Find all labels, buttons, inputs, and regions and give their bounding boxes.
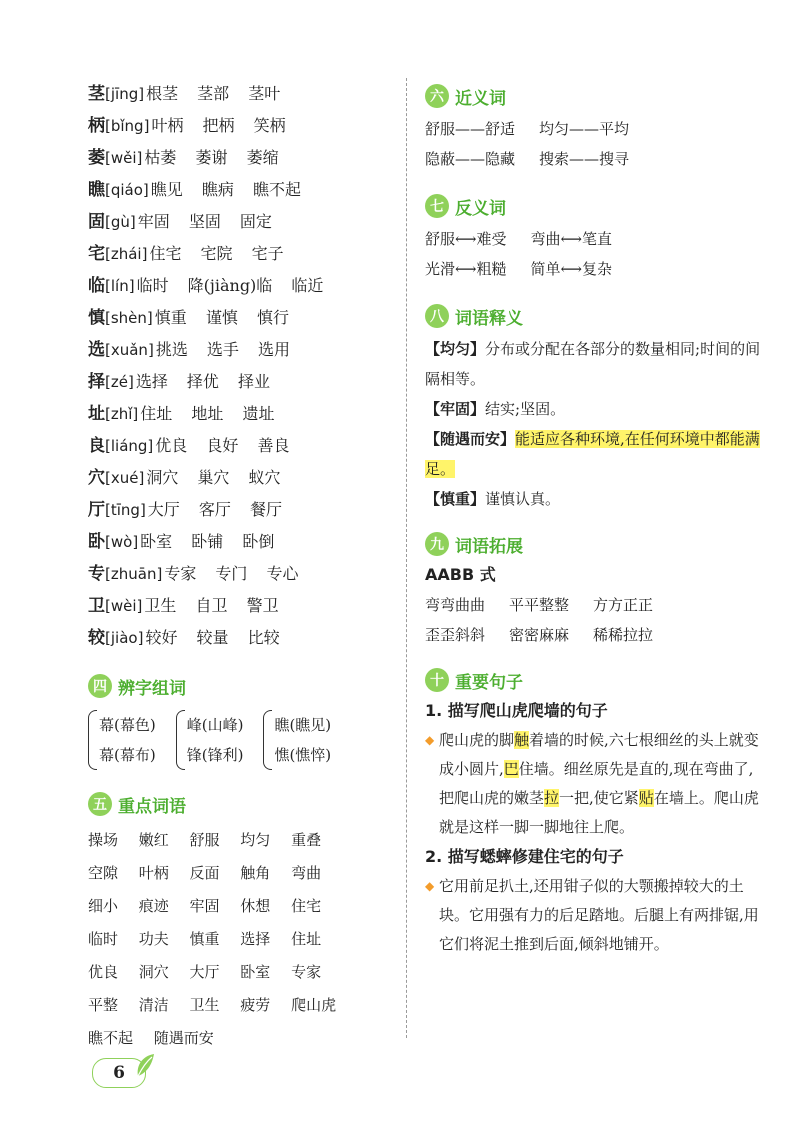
vocab-char: 茎 — [88, 84, 105, 104]
vocab-words: 住宅 宅院 宅子 — [149, 244, 284, 263]
vocab-char: 厅 — [88, 500, 105, 520]
vocab-pinyin: xué — [110, 469, 139, 487]
vocab-char: 固 — [88, 212, 105, 232]
antonyms-list: 舒服⟷难受 弯曲⟷笔直 光滑⟷粗糙 简单⟷复杂 — [425, 230, 613, 278]
similar-chars-groups — [88, 710, 388, 770]
vocab-words: 卫生 自卫 警卫 — [144, 596, 279, 615]
vocab-pinyin: zhuān — [110, 565, 157, 583]
vocab-words: 选择 择优 择业 — [135, 372, 271, 391]
vocab-pinyin: shèn — [110, 309, 147, 327]
aabb-subtitle: AABB 式 — [425, 565, 496, 584]
aabb-list: 弯弯曲曲 平平整整 方方正正 歪歪斜斜 密密麻麻 稀稀拉拉 — [425, 596, 654, 644]
vocab-char: 临 — [88, 276, 105, 296]
definition-item: 【均匀】分布或分配在各部分的数量相同;时间的间隔相等。 — [425, 340, 761, 388]
section-10-title: 十 重要句子 — [425, 666, 765, 694]
diamond-bullet-icon: ◆ — [425, 733, 435, 747]
key-words-list: 操场 嫩红 舒服 均匀 重叠 空隙 叶柄 反面 触角 弯曲 细小 痕迹 牢固 休想 住宅 临时 功夫 慎重 选择 住址 优良 洞穴 大厅 卧室 专家 平整 清洁 卫生 疲劳 爬山虎 瞧不起 随遇而安 — [88, 831, 337, 1047]
vocab-words: 牢固 坚固 固定 — [137, 212, 272, 231]
section-6-title: 六 近义词 — [425, 82, 765, 110]
vocab-words: 大厅 客厅 餐厅 — [147, 500, 282, 519]
vocab-row: 较[jiào] 较好 较量 比较 — [88, 628, 280, 648]
vocab-char: 慎 — [88, 308, 105, 328]
brace-icon — [176, 710, 185, 770]
brace-group-3: 瞧(瞧见) 憔(憔悴) — [263, 710, 331, 770]
vocab-pinyin: wò — [110, 533, 133, 551]
vocab-pinyin: tīng — [110, 501, 140, 519]
vocab-row: 固[gù] 牢固 坚固 固定 — [88, 212, 272, 232]
vocab-pinyin: wěi — [110, 149, 137, 167]
synonyms-list: 舒服——舒适 均匀——平均 隐蔽——隐藏 搜索——搜寻 — [425, 120, 630, 168]
left-column — [88, 78, 388, 1055]
definition-item: 【牢固】结实;坚固。 — [425, 400, 566, 418]
brace-icon — [88, 710, 97, 770]
vocab-pinyin: xuǎn — [110, 341, 148, 359]
section-8-title: 八 词语释义 — [425, 302, 765, 330]
sentence-1: ◆ 爬山虎的脚触着墙的时候,六七根细丝的头上就变成小圆片,巴住墙。细丝原先是直的,现在弯曲了,把爬山虎的嫩茎拉一把,使它紧贴在墙上。爬山虎就是这样一脚一脚地往上爬。 — [425, 726, 765, 842]
brace-icon — [263, 710, 272, 770]
page-number: 6 — [92, 1058, 146, 1088]
vocab-row: 选[xuǎn] 挑选 选手 选用 — [88, 340, 290, 360]
vocab-pinyin: zhǐ — [110, 405, 133, 423]
vocab-row: 萎[wěi] 枯萎 萎谢 萎缩 — [88, 148, 279, 168]
leaf-icon — [134, 1052, 156, 1078]
brace-group-1: 幕(幕色) 幕(幕布) — [88, 710, 156, 770]
vocab-row: 瞧[qiáo] 瞧见 瞧病 瞧不起 — [88, 180, 301, 200]
vocab-words: 卧室 卧铺 卧倒 — [140, 532, 275, 551]
section-7-title: 七 反义词 — [425, 192, 765, 220]
vocab-char: 良 — [88, 436, 105, 456]
right-column — [425, 82, 765, 959]
section-4-title: 四 辨字组词 — [88, 672, 388, 700]
vocab-pinyin: gù — [110, 213, 130, 231]
section-5-title: 五 重点词语 — [88, 790, 388, 818]
vocab-pinyin: zé — [110, 373, 128, 391]
vocab-pinyin: bǐng — [110, 117, 144, 135]
vocab-row: 柄[bǐng] 叶柄 把柄 笑柄 — [88, 116, 286, 136]
vocab-char: 宅 — [88, 244, 105, 264]
vocab-char: 选 — [88, 340, 105, 360]
vocab-words: 瞧见 瞧病 瞧不起 — [150, 180, 301, 199]
section-badge: 六 — [425, 84, 449, 108]
vocab-words: 专家 专门 专心 — [164, 564, 299, 583]
vocab-words: 临时 降(jiàng)临 临近 — [136, 276, 324, 295]
diamond-bullet-icon: ◆ — [425, 879, 435, 893]
vocab-words: 优良 良好 善良 — [155, 436, 290, 455]
sentence-1-title: 1. 描写爬山虎爬墙的句子 — [425, 701, 608, 720]
vocab-row: 临[lín] 临时 降(jiàng)临 临近 — [88, 276, 324, 296]
vocab-char: 瞧 — [88, 180, 105, 200]
vocab-pinyin: jiào — [110, 629, 138, 647]
vocab-char: 较 — [88, 628, 105, 648]
section-badge: 八 — [425, 304, 449, 328]
vocab-row: 择[zé] 选择 择优 择业 — [88, 372, 271, 392]
vocab-pinyin: lín — [110, 277, 129, 295]
vocab-pinyin: qiáo — [110, 181, 143, 199]
brace-group-2: 峰(山峰) 锋(锋利) — [176, 710, 244, 770]
vocab-pinyin: jīng — [110, 85, 139, 103]
sentence-2: ◆ 它用前足扒土,还用钳子似的大颚搬掉较大的土块。它用强有力的后足踏地。后腿上有两排锯,用它们将泥土推到后面,倾斜地铺开。 — [425, 872, 765, 959]
vocab-row: 穴[xué] 洞穴 巢穴 蚁穴 — [88, 468, 281, 488]
vocab-pinyin: wèi — [110, 597, 137, 615]
column-divider — [406, 78, 407, 1038]
vocab-char: 穴 — [88, 468, 105, 488]
definition-item: 【随遇而安】能适应各种环境,在任何环境中都能满足。 — [425, 430, 760, 478]
vocab-row: 厅[tīng] 大厅 客厅 餐厅 — [88, 500, 282, 520]
vocab-words: 枯萎 萎谢 萎缩 — [144, 148, 279, 167]
vocab-row: 茎[jīng] 根茎 茎部 茎叶 — [88, 84, 281, 104]
section-badge: 七 — [425, 194, 449, 218]
vocab-row: 良[liáng] 优良 良好 善良 — [88, 436, 290, 456]
vocab-char: 址 — [88, 404, 105, 424]
section-badge: 九 — [425, 532, 449, 556]
vocab-row: 专[zhuān] 专家 专门 专心 — [88, 564, 299, 584]
vocab-char: 卧 — [88, 532, 105, 552]
vocab-char: 卫 — [88, 596, 105, 616]
vocab-row: 卫[wèi] 卫生 自卫 警卫 — [88, 596, 279, 616]
vocab-words: 挑选 选手 选用 — [155, 340, 290, 359]
vocab-row: 卧[wò] 卧室 卧铺 卧倒 — [88, 532, 275, 552]
vocab-char: 专 — [88, 564, 105, 584]
vocab-row: 宅[zhái] 住宅 宅院 宅子 — [88, 244, 284, 264]
vocab-pinyin: liáng — [110, 437, 148, 455]
section-badge: 十 — [425, 668, 449, 692]
vocab-row: 址[zhǐ] 住址 地址 遗址 — [88, 404, 275, 424]
vocab-char: 柄 — [88, 116, 105, 136]
vocab-words: 住址 地址 遗址 — [140, 404, 275, 423]
vocab-words: 根茎 茎部 茎叶 — [146, 84, 281, 103]
sentence-2-title: 2. 描写蟋蟀修建住宅的句子 — [425, 847, 624, 866]
vocab-char: 择 — [88, 372, 105, 392]
vocab-row: 慎[shèn] 慎重 谨慎 慎行 — [88, 308, 289, 328]
vocab-words: 叶柄 把柄 笑柄 — [151, 116, 286, 135]
definitions-list — [425, 334, 765, 514]
section-badge: 五 — [88, 792, 112, 816]
vocab-words: 慎重 谨慎 慎行 — [154, 308, 289, 327]
section-badge: 四 — [88, 674, 112, 698]
vocab-char: 萎 — [88, 148, 105, 168]
vocab-pinyin: zhái — [110, 245, 142, 263]
vocab-words: 洞穴 巢穴 蚁穴 — [146, 468, 281, 487]
vocab-list — [88, 78, 388, 654]
definition-item: 【慎重】谨慎认真。 — [425, 490, 561, 508]
section-9-title: 九 词语拓展 — [425, 530, 765, 558]
vocab-words: 较好 较量 比较 — [145, 628, 280, 647]
